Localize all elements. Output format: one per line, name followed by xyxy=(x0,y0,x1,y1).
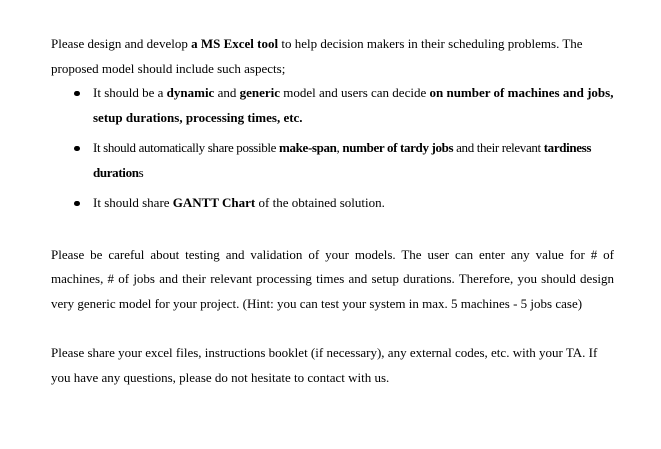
bold-dynamic: dynamic xyxy=(166,85,215,100)
document-body xyxy=(51,32,614,390)
bold-tardiness: tardiness duration xyxy=(93,140,592,180)
bold-tardy-jobs: number of tardy jobs xyxy=(342,140,454,155)
list-item: It should automatically share possible make-span, number of tardy jobs and their relevant tardiness durations xyxy=(51,136,614,185)
validation-paragraph: Please be careful about testing and validation of your models. The user can enter any value for # of machines, # of jobs and their relevant processing times and setup durations. Therefore, you should design very generic model for your project. (Hint: you can test your system in max. 5 machines - 5 jobs case) xyxy=(51,246,614,311)
bullet-icon xyxy=(74,146,80,152)
list-item: It should be a dynamic and generic model and users can decide on number of machines and jobs, setup durations, processing times, etc. xyxy=(51,81,614,130)
bold-generic: generic xyxy=(239,85,281,100)
requirements-list xyxy=(51,81,614,216)
bold-inputs: on number of machines and jobs, setup durations, processing times, etc. xyxy=(93,85,614,125)
submission-paragraph: Please share your excel files, instructions booklet (if necessary), any external codes, etc. with your TA. If you have any questions, please do not hesitate to contact with us. xyxy=(51,345,598,385)
bullet-icon xyxy=(74,201,80,207)
bold-make-span: make-span xyxy=(279,140,337,155)
intro-bold-tool: a MS Excel tool xyxy=(191,36,279,51)
bold-gantt: GANTT Chart xyxy=(172,195,256,210)
bullet-icon xyxy=(74,91,80,97)
list-item: It should share GANTT Chart of the obtained solution. xyxy=(51,191,614,216)
intro-paragraph xyxy=(51,32,614,81)
intro-text: Please design and develop xyxy=(51,36,192,51)
intro-text-rest: to help decision makers in their scheduling problems. The proposed model should include such aspects; xyxy=(51,36,583,76)
